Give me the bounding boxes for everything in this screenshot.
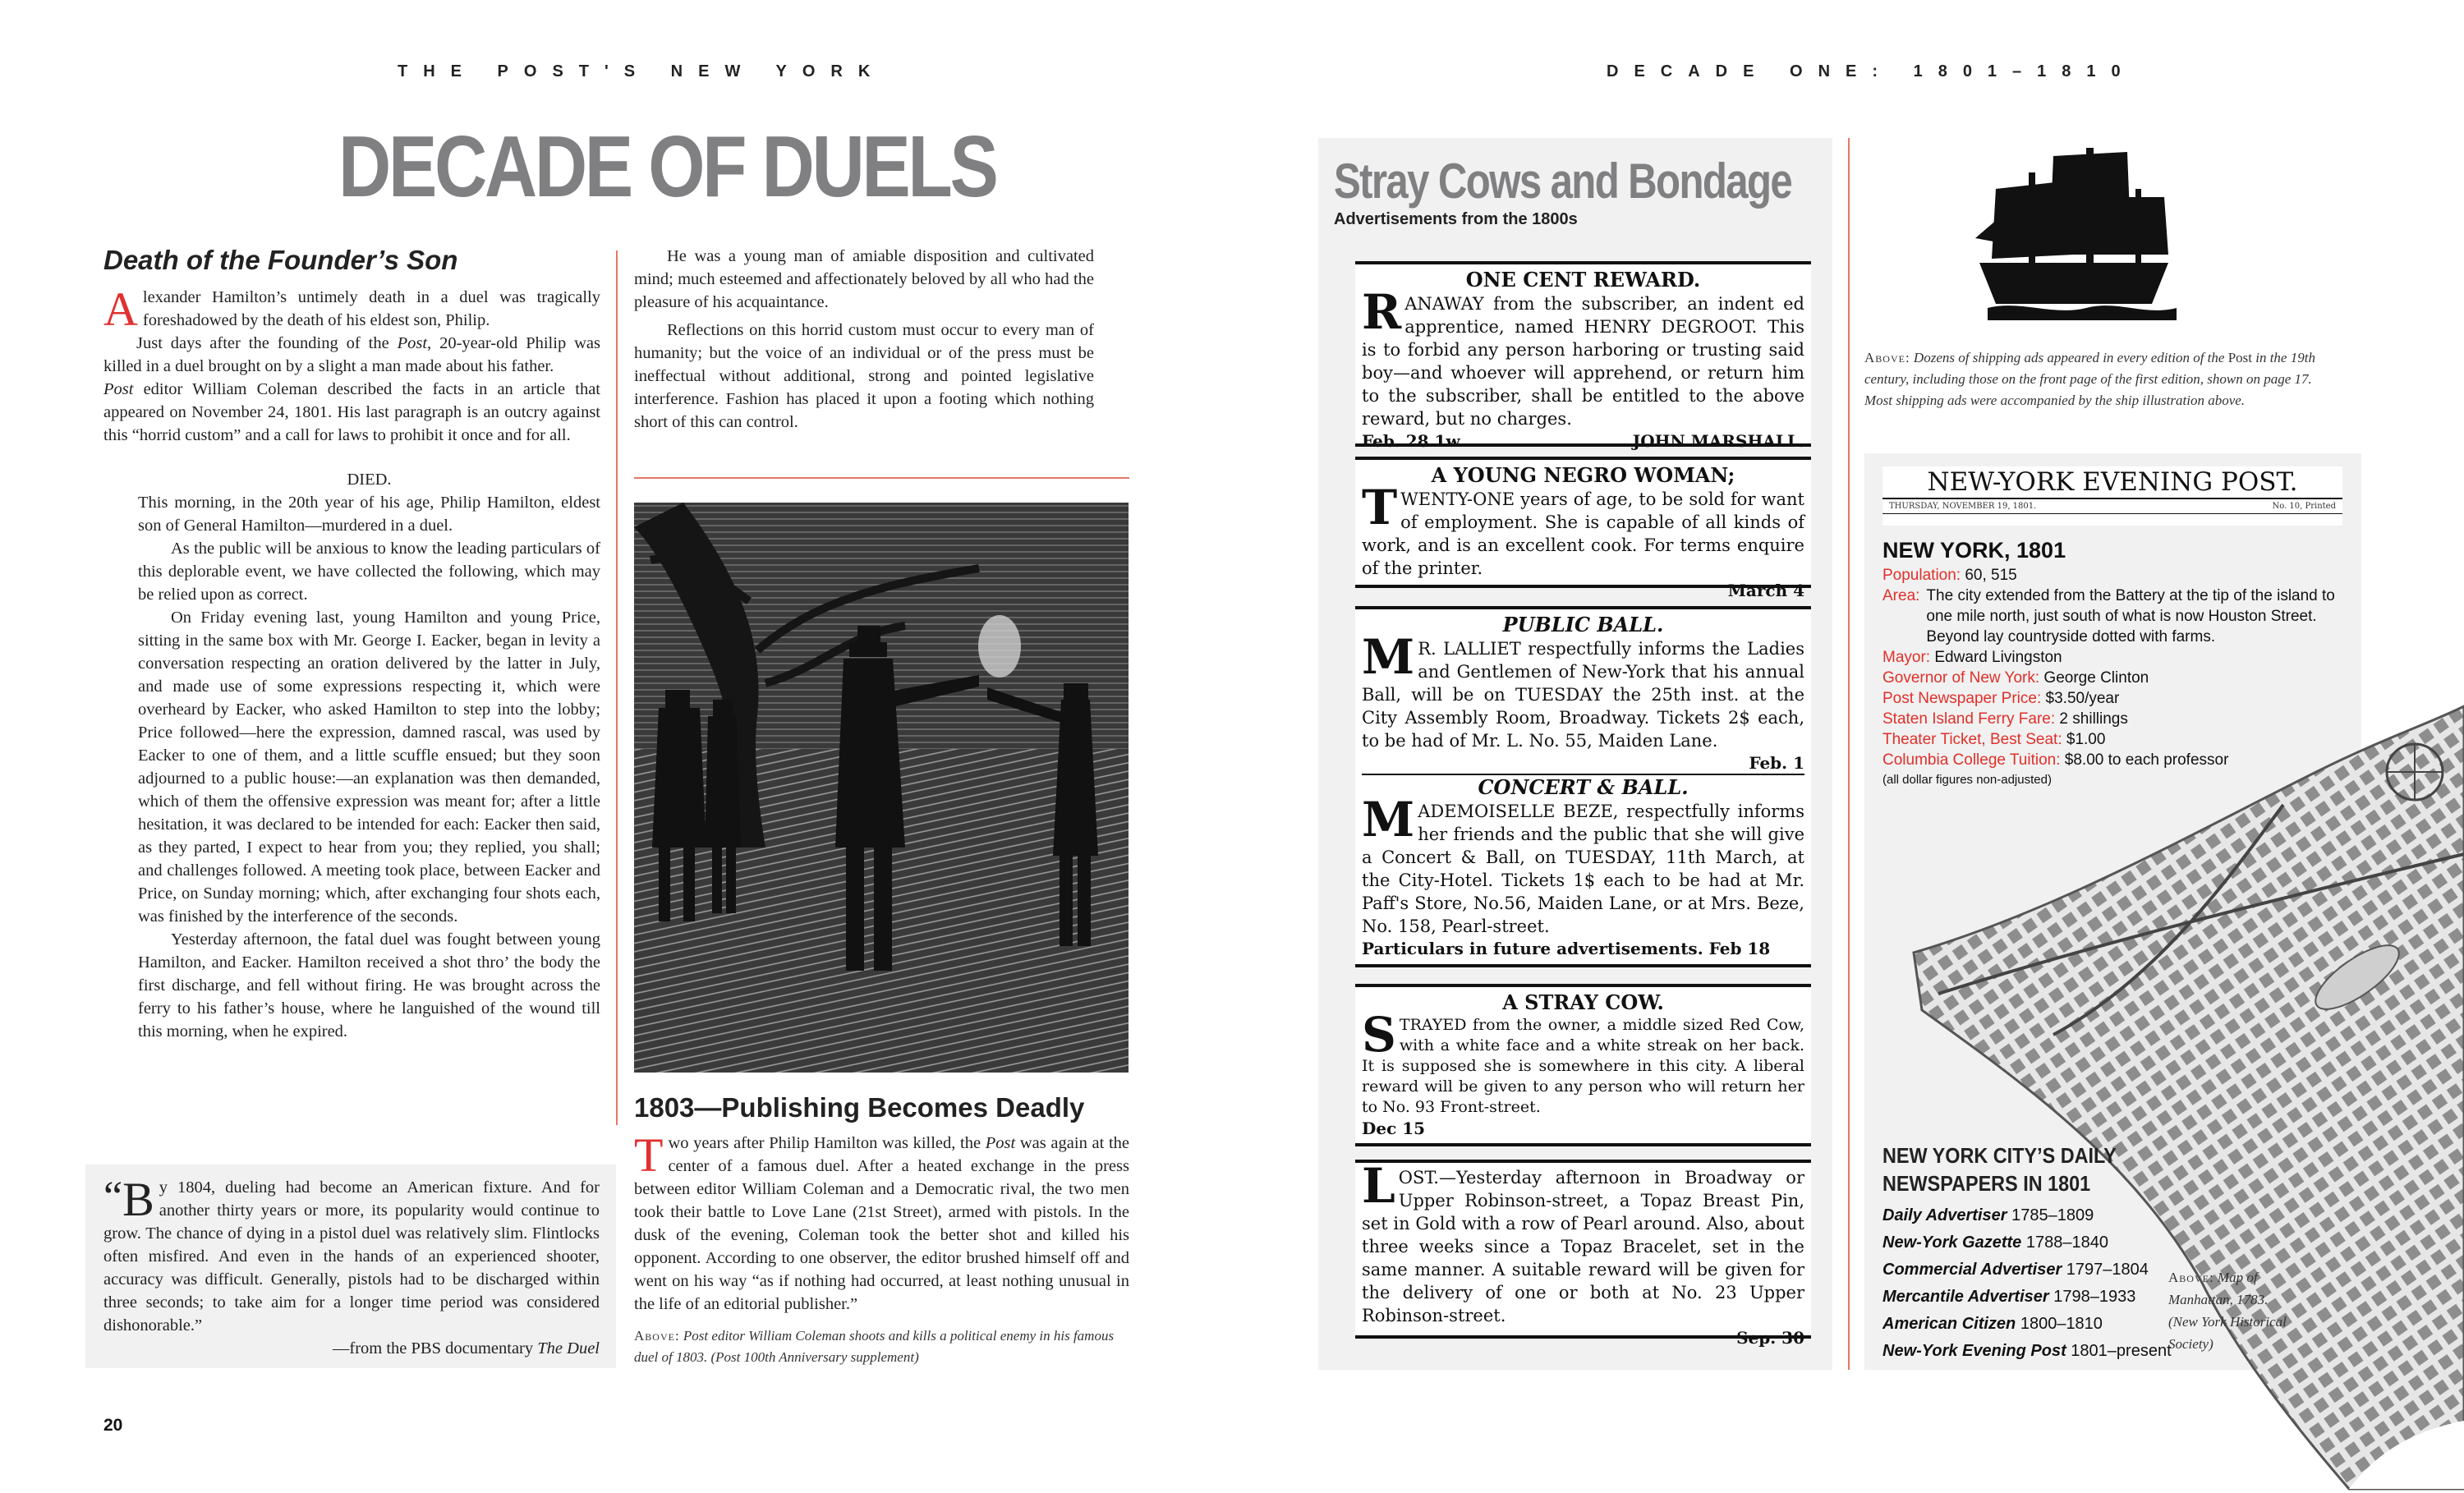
drop-cap: B: [122, 1173, 154, 1226]
ads-panel-subtitle: Advertisements from the 1800s: [1334, 210, 1578, 228]
fact-governor: Governor of New York: George Clinton: [1882, 669, 2149, 687]
fact-mayor: Mayor: Edward Livingston: [1882, 649, 2062, 666]
drop-cap: A: [103, 283, 138, 336]
section-rule: [634, 477, 1129, 479]
ad-one-cent-reward: ONE CENT REWARD. RANAWAY from the subscriber, an indent ed apprentice, named HENRY DEGROOT. This is to forbid any person harboring or trusting said boy—and whoever will apprehend, or return him to the subscriber, shall be entitled to the above reward, but no charges. Feb. 28 1w JOHN MARSHALL.: [1355, 261, 1811, 447]
ad-lost-breast-pin: LOST.—Yesterday afternoon in Broadway or Upper Robinson-street, a Topaz Breast Pin, set in Gold with a row of Pearl around. Also, about three weeks since a Topaz Bracelet, set in the same manner. A suitable reward will be given for the delivery of one or both at No. 23 Upper Robinson-street. Sep. 30: [1355, 1160, 1811, 1339]
list-item: Commercial Advertiser 1797–1804: [1882, 1261, 2149, 1279]
ship-caption: Above: Dozens of shipping ads appeared in every edition of the Post in the 19th century, including those on the front page of the first edition, shown on page 17. Most shipping ads were accompanied by the ship illustration above.: [1864, 350, 2315, 408]
masthead-dateline: THURSDAY, NOVEMBER 19, 1801.: [1889, 502, 2037, 511]
column-rule: [616, 250, 618, 1125]
drop-cap: T: [634, 1128, 664, 1182]
page-headline: DECADE OF DUELS: [338, 118, 996, 215]
duel-engraving: [634, 503, 1129, 1073]
newspapers-1801: [1882, 1142, 2195, 1365]
ads-panel-title: Stray Cows and Bondage: [1334, 154, 1792, 209]
ny-1801-facts: [1882, 535, 2359, 790]
list-item: New-York Evening Post 1801–present: [1882, 1342, 2172, 1360]
fact-theater: Theater Ticket, Best Seat: $1.00: [1882, 731, 2106, 748]
died-p1: This morning, in the 20th year of his age, Philip Hamilton, eldest son of General Hamilton—murdered in a duel.: [138, 494, 600, 535]
running-head-left: THE POST'S NEW YORK: [398, 62, 886, 80]
founder-section-title: Death of the Founder’s Son: [103, 245, 458, 275]
ny-1801-title: NEW YORK, 1801: [1882, 538, 2066, 563]
engraving-caption: Above: Post editor William Coleman shoots and kills a political enemy in his famous duel of 1803. (Post 100th Anniversary supplement): [634, 1328, 1115, 1365]
died-p3: On Friday evening last, young Hamilton and young Price, sitting in the same box with Mr. George I. Eacker, began in levity a conversation respecting an oration delivered by the latter in July, and made use of some expressions respecting it, which were overheard by Eacker, who asked Hamilton to step into the lobby; Price followed—here the expression, damned rascal, was used by Eacker to one of them, and a little scuffle ensued; but they soon adjourned to a public house:—an explanation was then demanded, which of them the offensive expression was meant for; after a little hesitation, it was declared to be intended for each: Eacker then said, as they parted, I expect to hear from you; they replied, you shall; and challenges followed. A meeting took place, between Eacker and Price, on Sunday morning; which, after exchanging four shots each, was finished by the interference of the seconds.: [138, 609, 600, 926]
col2-p2: Reflections on this horrid custom must occur to every man of humanity; but the voice of an individual or of the press must be ineffectual without additional, strong and pointed legislative interference. Fashion has placed it upon a footing which nothing short of this can control.: [634, 321, 1094, 431]
running-head-right: DECADE ONE: 1801–1810: [1607, 62, 2136, 80]
page-number-left: 20: [103, 1416, 123, 1435]
col2-p1: He was a young man of amiable disposition and cultivated mind; much esteemed and affectionately beloved by all who had the pleasure of his acquaintance.: [634, 247, 1094, 311]
fact-area: Area: The city extended from the Battery at the tip of the island to one mile north, just south of what is now Houston Street. Beyond lay countryside dotted with farms.: [1882, 587, 2335, 645]
died-notice: [138, 468, 600, 1043]
list-item: Daily Advertiser 1785–1809: [1882, 1206, 2094, 1224]
masthead-name: NEW-YORK EVENING POST.: [1882, 466, 2342, 499]
newspapers-list: [1882, 1202, 2195, 1365]
fact-columbia: Columbia College Tuition: $8.00 to each professor: [1882, 751, 2229, 769]
pbs-quote-box: [85, 1165, 616, 1368]
founder-p2: Just days after the founding of the Post, 20-year-old Philip was killed in a duel brought on by a slight a man made about his father.: [103, 334, 600, 375]
masthead-issue: No. 10, Printed: [2272, 502, 2336, 511]
fact-population: Population: 60, 515: [1882, 567, 2017, 584]
died-heading: DIED.: [347, 471, 392, 489]
ad-young-woman: A YOUNG NEGRO WOMAN; TWENTY-ONE years of age, to be sold for want of employment. She is capable of all kinds of work, and is an excellent cook. For terms enquire of the printer. March 4: [1355, 457, 1811, 588]
right-column-rule: [1848, 138, 1850, 1370]
publishing-section: [634, 1092, 1129, 1368]
founder-p1: Alexander Hamilton’s untimely death in a duel was tragically foreshadowed by the death of his eldest son, Philip.: [103, 283, 600, 336]
ad-public-ball: PUBLIC BALL. M R. LALLIET respectfully informs the Ladies and Gentlemen of New-York that his annual Ball, will be on TUESDAY the 25th inst. at the City Assembly Room, Broadway. Tickets 2$ each, to be had of Mr. L. No. 55, Maiden Lane. Feb. 1 CONCERT & BALL. MADEMOISELLE BEZE, respectfully informs her friends and the public that she will give a Concert & Ball, on TUESDAY, 11th March, at the City-Hotel. Tickets 1$ each to be had at Mr. Paff's Store, No.56, Maiden Lane, or at Mrs. Beze, No. 158, Pearl-street. Particulars in future advertisements. Feb 18: [1355, 606, 1811, 967]
map-caption: Above: Map of Manhattan, 1783. (New York Historical Society): [2168, 1270, 2287, 1352]
fact-note: (all dollar figures non-adjusted): [1882, 773, 2052, 787]
fact-ferry: Staten Island Ferry Fare: 2 shillings: [1882, 710, 2128, 728]
list-item: Mercantile Advertiser 1798–1933: [1882, 1288, 2136, 1306]
ads-panel-header: [1334, 154, 1892, 229]
manhattan-map: [1889, 706, 2464, 1489]
died-continued: [634, 245, 1094, 434]
quote-text: y 1804, dueling had become an American fixture. And for another thirty years or more, its popularity would continue to grow. The chance of dying in a pistol duel was relatively slim. Flintlocks often misfired. And even in the hands of an experienced shooter, accuracy was difficult. Generally, pistols had to be discharged within three seconds; to take aim for a longer time period was considered dishonorable.”: [103, 1178, 600, 1335]
founder-intro: [103, 283, 600, 447]
list-item: New-York Gazette 1788–1840: [1882, 1233, 2108, 1252]
open-quote: “: [103, 1174, 123, 1220]
founder-p3: Post editor William Coleman described the facts in an article that appeared on November 24, 1801. His last paragraph is an outcry against this “horrid custom” and a call for laws to prohibit it once and for all.: [103, 380, 600, 444]
died-p2: As the public will be anxious to know the leading particulars of this deplorable event, we have collected the following, which may be relied upon as correct.: [138, 540, 600, 604]
founder-section: [103, 245, 600, 1043]
ship-illustration: [1971, 140, 2181, 327]
publishing-section-title: 1803—Publishing Becomes Deadly: [634, 1092, 1085, 1123]
ad-stray-cow: A STRAY COW. STRAYED from the owner, a middle sized Red Cow, with a white face and a white streak on her back. It is supposed she is somewhere in this city. A liberal reward will be given to any person who will return her to No. 93 Front-street. Dec 15: [1355, 984, 1811, 1146]
publishing-text: Two years after Philip Hamilton was killed, the Post was again at the center of a famous duel. After a heated exchange in the press between editor William Coleman and a Democratic rival, the two men took their battle to Love Lane (21st Street), armed with pistols. In the dusk of the evening, Coleman took the better shot and killed his opponent. According to one observer, the editor brushed himself off and went on his way “as if nothing had occurred, at least nothing unusual in the life of an editorial publisher.”: [634, 1128, 1129, 1313]
evening-post-masthead: [1882, 466, 2342, 526]
quote-attribution: —from the PBS documentary The Duel: [332, 1339, 600, 1357]
died-p4: Yesterday afternoon, the fatal duel was fought between young Hamilton, and Eacker. Hamilton received a shot thro’ the body the first discharge, and fell without firing. He was brought across the ferry to his father’s house, where he languished of the wound till this morning, when he expired.: [138, 930, 600, 1041]
list-item: American Citizen 1800–1810: [1882, 1315, 2103, 1333]
fact-post-price: Post Newspaper Price: $3.50/year: [1882, 690, 2120, 707]
newspapers-title: NEW YORK CITY’S DAILY NEWSPAPERS IN 1801: [1882, 1143, 2117, 1196]
